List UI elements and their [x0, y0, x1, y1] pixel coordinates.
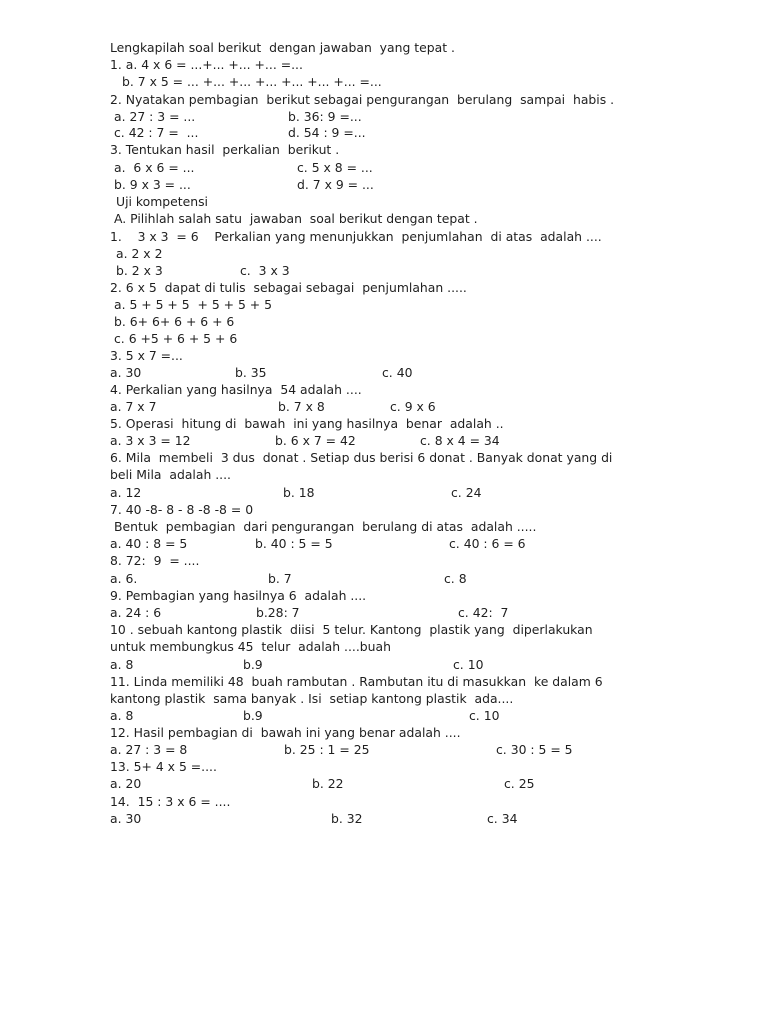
q5-option-b: b. 6 x 7 = 42 [275, 433, 356, 448]
section3-question: 3. Tentukan hasil perkalian berikut . [110, 142, 340, 157]
q5-option-a: a. 3 x 3 = 12 [110, 433, 191, 448]
section2-item-d: d. 54 : 9 =... [288, 125, 366, 140]
q9-text: 9. Pembagian yang hasilnya 6 adalah .... [110, 588, 367, 603]
q3-option-c: c. 40 [382, 365, 413, 380]
q3-option-b: b. 35 [235, 365, 267, 380]
section2-question: 2. Nyatakan pembagian berikut sebagai pengurangan berulang sampai habis . [110, 92, 615, 107]
q6-text-line1: 6. Mila membeli 3 dus donat . Setiap dus berisi 6 donat . Banyak donat yang di [110, 450, 613, 465]
q13-option-b: b. 22 [312, 776, 344, 791]
q12-option-b: b. 25 : 1 = 25 [284, 742, 370, 757]
q5-text: 5. Operasi hitung di bawah ini yang hasilnya benar adalah .. [110, 416, 504, 431]
q6-option-a: a. 12 [110, 485, 142, 500]
section1-item-a: 1. a. 4 x 6 = ...+... +... +... =... [110, 57, 303, 72]
q11-option-a: a. 8 [110, 708, 134, 723]
q14-option-c: c. 34 [487, 811, 518, 826]
q2-text: 2. 6 x 5 dapat di tulis sebagai sebagai penjumlahan ..... [110, 280, 467, 295]
section3-item-a: a. 6 x 6 = ... [114, 160, 195, 175]
q3-option-a: a. 30 [110, 365, 142, 380]
q2-option-a: a. 5 + 5 + 5 + 5 + 5 + 5 [114, 297, 273, 312]
section3-item-c: c. 5 x 8 = ... [297, 160, 373, 175]
q8-option-c: c. 8 [444, 571, 467, 586]
q1-option-a: a. 2 x 2 [116, 246, 163, 261]
q14-option-b: b. 32 [331, 811, 363, 826]
instruction-text: Lengkapilah soal berikut dengan jawaban yang tepat . [110, 40, 455, 55]
q7-text-line2: Bentuk pembagian dari pengurangan berulang di atas adalah ..... [114, 519, 537, 534]
section3-item-b: b. 9 x 3 = ... [114, 177, 191, 192]
q6-text-line2: beli Mila adalah .... [110, 467, 231, 482]
q7-text-line1: 7. 40 -8- 8 - 8 -8 -8 = 0 [110, 502, 254, 517]
q10-option-c: c. 10 [453, 657, 484, 672]
q4-text: 4. Perkalian yang hasilnya 54 adalah .... [110, 382, 362, 397]
q9-option-a: a. 24 : 6 [110, 605, 162, 620]
section1-item-b: b. 7 x 5 = ... +... +... +... +... +... +... =... [122, 74, 382, 89]
q10-option-a: a. 8 [110, 657, 134, 672]
q11-text-line1: 11. Linda memiliki 48 buah rambutan . Rambutan itu di masukkan ke dalam 6 [110, 674, 603, 689]
q7-option-a: a. 40 : 8 = 5 [110, 536, 188, 551]
q9-option-c: c. 42: 7 [458, 605, 509, 620]
q10-text-line1: 10 . sebuah kantong plastik diisi 5 telur. Kantong plastik yang diperlakukan [110, 622, 593, 637]
q7-option-b: b. 40 : 5 = 5 [255, 536, 333, 551]
q8-option-a: a. 6. [110, 571, 138, 586]
q11-option-c: c. 10 [469, 708, 500, 723]
q10-option-b: b.9 [243, 657, 263, 672]
section2-item-c: c. 42 : 7 = ... [114, 125, 199, 140]
q12-option-a: a. 27 : 3 = 8 [110, 742, 188, 757]
q12-text: 12. Hasil pembagian di bawah ini yang benar adalah .... [110, 725, 461, 740]
q10-text-line2: untuk membungkus 45 telur adalah ....buah [110, 639, 391, 654]
section2-item-b: b. 36: 9 =... [288, 109, 362, 124]
section3-item-d: d. 7 x 9 = ... [297, 177, 374, 192]
q3-text: 3. 5 x 7 =... [110, 348, 183, 363]
q14-option-a: a. 30 [110, 811, 142, 826]
q2-option-b: b. 6+ 6+ 6 + 6 + 6 [114, 314, 235, 329]
q8-option-b: b. 7 [268, 571, 292, 586]
q1-text: 1. 3 x 3 = 6 Perkalian yang menunjukkan penjumlahan di atas adalah .... [110, 229, 602, 244]
q13-option-c: c. 25 [504, 776, 535, 791]
uji-kompetensi-instruction: A. Pilihlah salah satu jawaban soal berikut dengan tepat . [114, 211, 478, 226]
q1-option-b: b. 2 x 3 [116, 263, 163, 278]
q11-text-line2: kantong plastik sama banyak . Isi setiap kantong plastik ada.... [110, 691, 514, 706]
q4-option-a: a. 7 x 7 [110, 399, 157, 414]
q4-option-b: b. 7 x 8 [278, 399, 325, 414]
q13-text: 13. 5+ 4 x 5 =.... [110, 759, 217, 774]
section2-item-a: a. 27 : 3 = ... [114, 109, 196, 124]
q9-option-b: b.28: 7 [256, 605, 300, 620]
q1-option-c: c. 3 x 3 [240, 263, 290, 278]
q12-option-c: c. 30 : 5 = 5 [496, 742, 573, 757]
uji-kompetensi-title: Uji kompetensi [116, 194, 208, 209]
q7-option-c: c. 40 : 6 = 6 [449, 536, 526, 551]
q8-text: 8. 72: 9 = .... [110, 553, 200, 568]
q14-text: 14. 15 : 3 x 6 = .... [110, 794, 231, 809]
q5-option-c: c. 8 x 4 = 34 [420, 433, 500, 448]
q13-option-a: a. 20 [110, 776, 142, 791]
q6-option-b: b. 18 [283, 485, 315, 500]
q11-option-b: b.9 [243, 708, 263, 723]
q4-option-c: c. 9 x 6 [390, 399, 436, 414]
q6-option-c: c. 24 [451, 485, 482, 500]
q2-option-c: c. 6 +5 + 6 + 5 + 6 [114, 331, 238, 346]
